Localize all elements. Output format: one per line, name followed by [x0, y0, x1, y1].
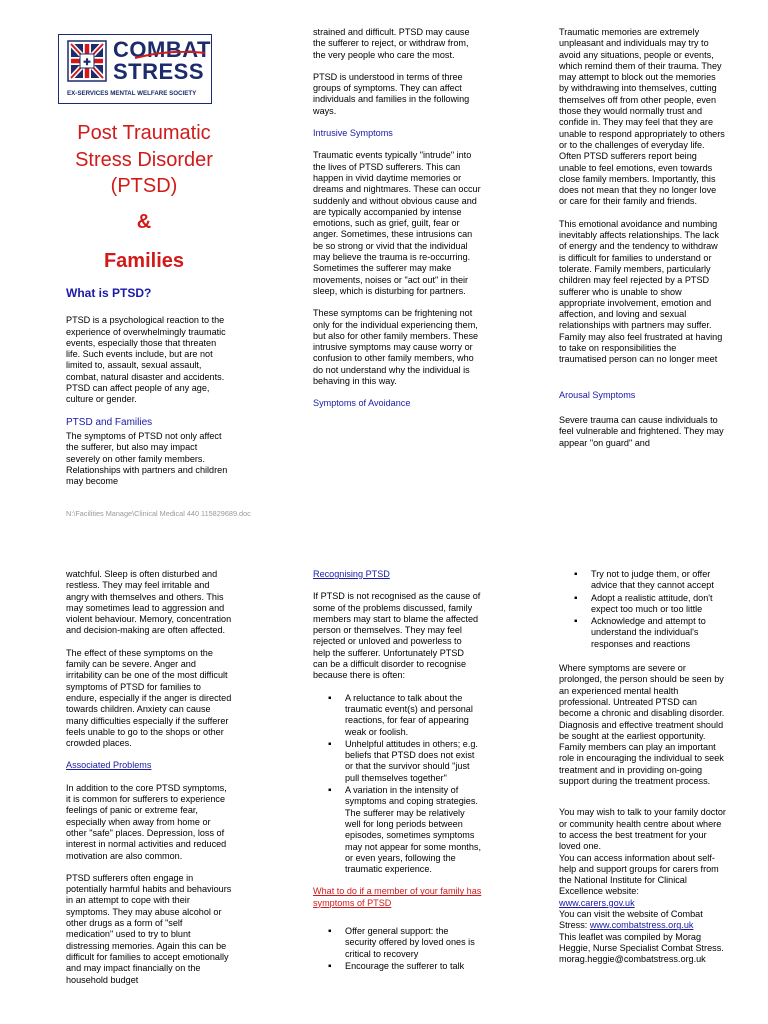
- paragraph: PTSD is understood in terms of three groups of symptoms. They can affect individuals and families in the following ways.: [313, 71, 470, 116]
- paragraph: The effect of these symptoms on the family can be severe. Anger and irritability can be one of the most difficult symptoms of PTSD for families to endure, especially if the anger is directed towards children. Anxiety can cause many difficulties especially if the sufferer feels unable to go to the shops or other crowded places.: [66, 647, 232, 749]
- list-item: ▪ Encourage the sufferer to talk: [313, 961, 481, 972]
- recognition-bullet-list: [313, 693, 481, 876]
- paragraph: In addition to the core PTSD symptoms, it is common for sufferers to experience feelings of panic or extreme fear, especially when away from home or other "safe" places. Depression, loss of interest in normal activities and reduced motivation are also common.: [66, 782, 227, 861]
- paragraph: Severe trauma can cause individuals to feel vulnerable and frightened. They may appear "on guard" and: [559, 414, 724, 448]
- list-item: ▪ Unhelpful attitudes in others; e.g. beliefs that PTSD does not exist or that the survivor should "just pull themselves together": [313, 739, 481, 784]
- list-item: ▪ Acknowledge and attempt to understand the individual's responses and reactions: [559, 616, 729, 650]
- heading-associated-problems[interactable]: Associated Problems: [66, 760, 152, 771]
- advice-bullet-list: [559, 569, 729, 650]
- list-item: ▪ Try not to judge them, or offer advice that they cannot accept: [559, 569, 729, 592]
- paragraph: You can access information about self-help and support groups for carers from the National Institute for Clinical Excellence website:: [559, 852, 719, 897]
- svg-text:✚: ✚: [83, 57, 91, 67]
- column-2: [313, 27, 481, 421]
- file-path: N:\Facilities Manage\Clinical Medical 440 115829689.doc: [66, 509, 251, 518]
- paragraph: Where symptoms are severe or prolonged, the person should be seen by an experienced mental health professional. Untreated PTSD can become a chronic and disabling disorder. Diagnosis and effective treatment should be sought at the earliest opportunity. Family members can play an important role in encouraging the individual to seek treatment and in providing on-going support during the treatment process.: [559, 663, 725, 787]
- paragraph: Traumatic memories are extremely unpleasant and individuals may try to avoid any situations, people or events, which remind them of their trauma. They may attempt to block out the memories by withdrawing into themselves, cutting themselves off from other people, even those they would normally trust and confide in. They may feel that they are unable to respond appropriately to others or to the challenges of everyday life. Often PTSD sufferers report being unable to feel emotions, even towards close family members. Importantly, this does not mean that they no longer love or care for their family and friends.: [559, 27, 725, 207]
- logo-word-combat: COMBAT: [113, 37, 211, 62]
- paragraph: This emotional avoidance and numbing inevitably affects relationships. The lack of energy and the tendency to withdraw is difficult for families to understand or tolerate. Family members, particularly children may feel rejected by a PTSD sufferer who is unable to show appropriate involvement, emotion and affection, and loving and sexual relationships with partners may suffer. Family may also feel frustrated at having to take on responsibilities the traumatised person can no longer meet: [559, 218, 723, 365]
- list-item: ▪ A variation in the intensity of symptoms and coping strategies. The sufferer may be relatively well for long periods between episodes, sometimes symptoms may not appear for some months, or even years, following the traumatic experience.: [313, 785, 481, 875]
- resources-block: [559, 807, 729, 965]
- list-item: ▪ Offer general support: the security offered by loved ones is critical to recovery: [313, 926, 481, 960]
- combat-stress-website-link[interactable]: www.combatstress.org.uk: [589, 920, 694, 931]
- support-bullet-list: [313, 926, 481, 972]
- column-5: [313, 569, 481, 983]
- paragraph: strained and difficult. PTSD may cause the sufferer to reject, or withdraw from, the very people who care the most.: [313, 27, 470, 60]
- paragraph: PTSD is a psychological reaction to the experience of overwhelmingly traumatic events, especially those that threaten life. Such events include, but are not limited to, assault, sexual assault, combat, natural disaster and accidents. PTSD can affect people of any age, culture or gender.: [66, 315, 226, 405]
- heading-ptsd-and-families: PTSD and Families: [66, 416, 153, 428]
- carers-website-link[interactable]: www.carers.gov.uk: [559, 897, 635, 908]
- title-line-4: Families: [103, 250, 185, 272]
- paragraph: This leaflet was compiled by Morag Heggie, Nurse Specialist Combat Stress.: [559, 931, 724, 953]
- paragraph: PTSD sufferers often engage in potentially harmful habits and behaviours in an attempt to cope with their symptoms. They may abuse alcohol or other drugs as a form of "self medication" used to try to blunt distressing memories. Again this can be difficult for families to accept emotionally and may impact financially on the household budget: [66, 872, 232, 985]
- leaflet-title: [60, 120, 228, 275]
- list-item: ▪ Adopt a realistic attitude, don't expect too much or too little: [559, 593, 729, 616]
- logo-tagline: EX-SERVICES MENTAL WELFARE SOCIETY: [67, 90, 197, 97]
- paragraph: These symptoms can be frightening not only for the individual experiencing them, but also for other family members. These intrusive symptoms may cause worry or confusion to other family members, who do not understand why the individual is behaving in this way.: [313, 308, 479, 387]
- combat-stress-website-text: You can visit the website of Combat Stress:: [559, 909, 703, 931]
- combat-stress-logo: [58, 34, 212, 104]
- heading-recognising-ptsd[interactable]: Recognising PTSD: [313, 569, 390, 579]
- paragraph: watchful. Sleep is often disturbed and restless. They may feel irritable and angry with themselves and others. This may sometimes lead to aggression and violent behaviour. Memory, concentration and decision-making are often affected.: [66, 569, 232, 636]
- heading-symptoms-of-avoidance: Symptoms of Avoidance: [313, 398, 411, 409]
- column-3: [559, 27, 725, 460]
- contact-email: morag.heggie@combatstress.org.uk: [559, 954, 706, 965]
- column-4: [66, 569, 232, 997]
- heading-what-is-ptsd: What is PTSD?: [66, 286, 152, 300]
- paragraph: If PTSD is not recognised as the cause of some of the problems discussed, family members may start to blame the affected person or themselves. They may feel rejected or unloved and powerless to help the sufferer. Unfortunately PTSD can be a difficult disorder to recognise because there is often:: [313, 591, 481, 681]
- paragraph: The symptoms of PTSD not only affect the sufferer, but also may impact severely on other family members. Relationships with partners and children may become: [66, 430, 228, 487]
- heading-what-to-do[interactable]: What to do if a member of your family has symptoms of PTSD: [313, 886, 482, 908]
- title-ampersand: &: [136, 210, 152, 233]
- logo-emblem-icon: [67, 40, 107, 82]
- title-line-1: Post Traumatic: [77, 122, 211, 144]
- paragraph: You may wish to talk to your family doctor or community health centre about where to access the best treatment for your loved one.: [559, 807, 726, 852]
- title-line-3: (PTSD): [110, 175, 178, 197]
- heading-intrusive-symptoms: Intrusive Symptoms: [313, 128, 393, 139]
- heading-arousal-symptoms: Arousal Symptoms: [559, 389, 636, 400]
- paragraph: Traumatic events typically "intrude" into the lives of PTSD sufferers. This can happen in vivid daytime memories or dreams and nightmares. These can occur suddenly and without obvious cause and are typically accompanied by intense emotions, such as grief, guilt, fear or anger. Sometimes, these intrusions can be so strong or vivid that the individual may believe the trauma is re-occurring. Sometimes the sufferer may make movements, noises or "act out" in their sleep, which is disturbing for partners.: [313, 150, 481, 296]
- column-1: [66, 288, 230, 498]
- logo-swoosh-icon: [135, 51, 205, 59]
- column-6: [559, 569, 729, 966]
- title-line-2: Stress Disorder: [75, 148, 213, 171]
- logo-word-stress: STRESS: [113, 59, 205, 84]
- list-item: ▪ A reluctance to talk about the traumatic event(s) and personal reactions, for fear of appearing weak or foolish.: [313, 693, 481, 738]
